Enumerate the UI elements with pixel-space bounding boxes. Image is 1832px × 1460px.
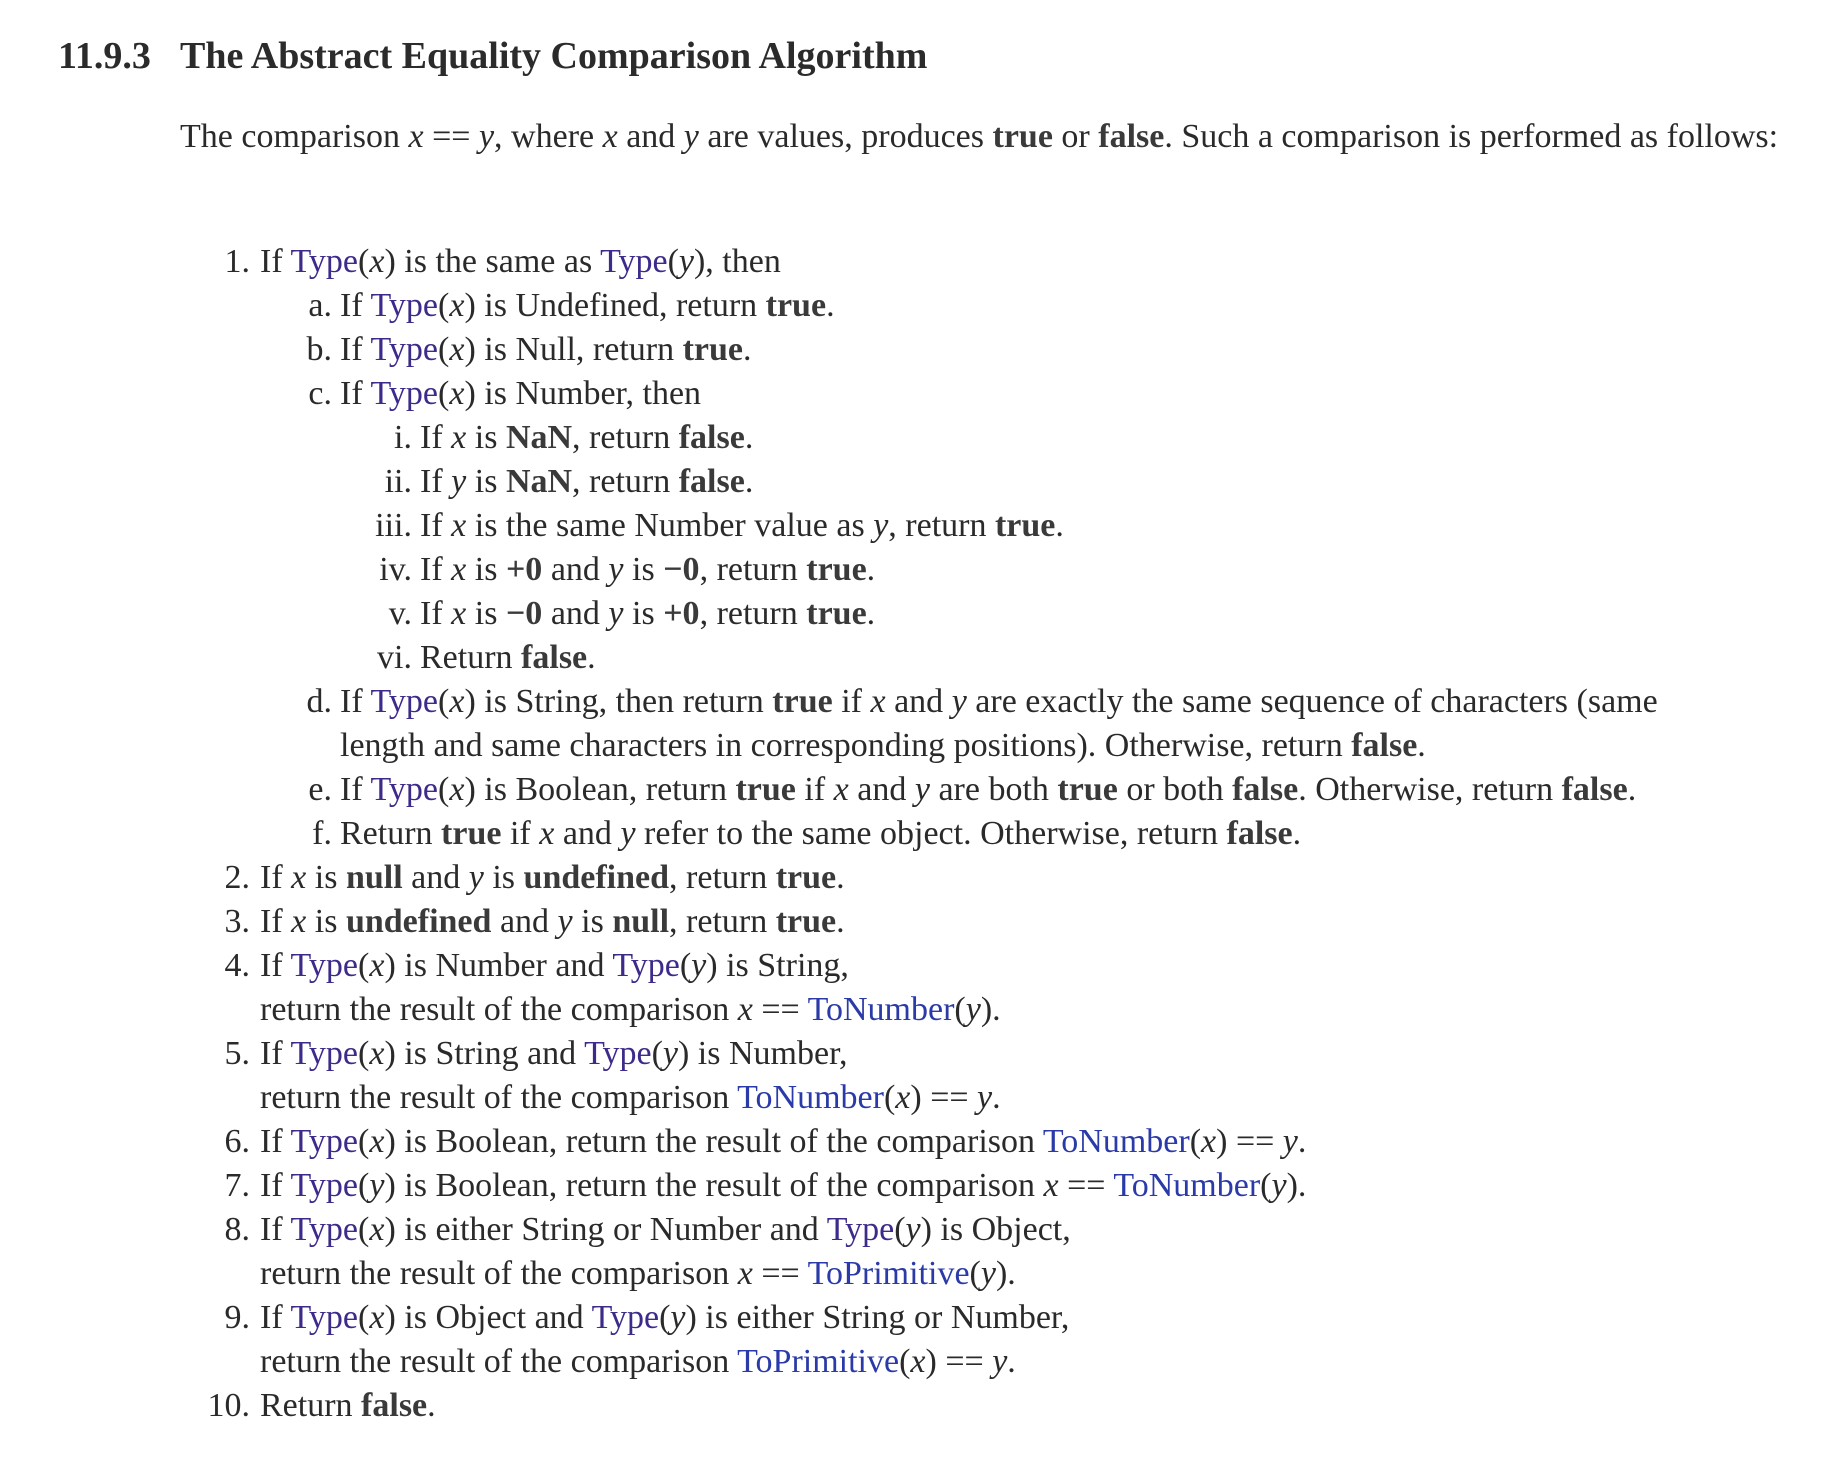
section-number: 11.9.3 — [58, 35, 151, 77]
step-line — [0, 988, 1832, 1032]
step-line — [0, 636, 1832, 680]
step-marker: 6. — [224, 1123, 250, 1160]
step-marker: 4. — [224, 947, 250, 984]
step-marker: f. — [312, 815, 332, 852]
step-marker: iv. — [379, 551, 412, 588]
step-text: length and same characters in corresponding positions). Otherwise, return false. — [340, 727, 1426, 764]
step-marker: b. — [306, 331, 332, 368]
step-text: If Type(x) is String and Type(y) is Number, — [260, 1035, 848, 1072]
step-text: Return false. — [260, 1387, 436, 1424]
step-text: If Type(x) is String, then return true if x and y are exactly the same sequence of characters (same — [340, 683, 1658, 720]
step-marker: e. — [308, 771, 332, 808]
step-text: If Type(x) is Number and Type(y) is String, — [260, 947, 849, 984]
step-text: If y is NaN, return false. — [420, 463, 754, 500]
step-line — [0, 1164, 1832, 1208]
step-line — [0, 240, 1832, 284]
step-marker: 10. — [207, 1387, 250, 1424]
step-marker: a. — [308, 287, 332, 324]
step-marker: 7. — [224, 1167, 250, 1204]
step-marker: vi. — [377, 639, 412, 676]
step-line — [0, 812, 1832, 856]
section-title: The Abstract Equality Comparison Algorithm — [180, 35, 928, 77]
step-text: return the result of the comparison x == ToPrimitive(y). — [260, 1255, 1016, 1292]
step-line — [0, 856, 1832, 900]
step-text: If Type(y) is Boolean, return the result of the comparison x == ToNumber(y). — [260, 1167, 1307, 1204]
step-line — [0, 372, 1832, 416]
step-text: If Type(x) is Object and Type(y) is either String or Number, — [260, 1299, 1070, 1336]
step-text: If Type(x) is the same as Type(y), then — [260, 243, 781, 280]
step-line — [0, 724, 1832, 768]
section-heading — [58, 34, 927, 78]
step-line — [0, 1384, 1832, 1428]
step-marker: 9. — [224, 1299, 250, 1336]
step-line — [0, 284, 1832, 328]
step-line — [0, 1252, 1832, 1296]
step-line — [0, 768, 1832, 812]
step-line — [0, 460, 1832, 504]
step-text: Return true if x and y refer to the same object. Otherwise, return false. — [340, 815, 1302, 852]
step-text: If Type(x) is Null, return true. — [340, 331, 752, 368]
step-marker: d. — [306, 683, 332, 720]
step-line — [0, 416, 1832, 460]
step-line — [0, 680, 1832, 724]
step-marker: 3. — [224, 903, 250, 940]
step-line — [0, 944, 1832, 988]
step-text: If Type(x) is Boolean, return true if x and y are both true or both false. Otherwise, return false. — [340, 771, 1637, 808]
step-marker: v. — [388, 595, 412, 632]
step-line — [0, 1120, 1832, 1164]
step-line — [0, 1208, 1832, 1252]
step-text: If Type(x) is Number, then — [340, 375, 702, 412]
step-line — [0, 328, 1832, 372]
step-text: If x is +0 and y is −0, return true. — [420, 551, 876, 588]
step-line — [0, 1032, 1832, 1076]
intro-paragraph: The comparison x == y, where x and y are values, produces true or false. Such a comparison is performed as follows: — [180, 118, 1779, 155]
step-text: If x is −0 and y is +0, return true. — [420, 595, 876, 632]
step-line — [0, 548, 1832, 592]
step-line — [0, 1340, 1832, 1384]
step-line — [0, 900, 1832, 944]
step-marker: ii. — [384, 463, 412, 500]
step-text: If Type(x) is Undefined, return true. — [340, 287, 835, 324]
step-text: return the result of the comparison x == ToNumber(y). — [260, 991, 1001, 1028]
step-marker: 2. — [224, 859, 250, 896]
step-marker: 5. — [224, 1035, 250, 1072]
step-line — [0, 504, 1832, 548]
step-text: If x is undefined and y is null, return true. — [260, 903, 845, 940]
step-text: If x is NaN, return false. — [420, 419, 754, 456]
step-line — [0, 1296, 1832, 1340]
step-line — [0, 592, 1832, 636]
step-marker: 1. — [224, 243, 250, 280]
step-text: If x is the same Number value as y, return true. — [420, 507, 1064, 544]
step-text: Return false. — [420, 639, 596, 676]
step-text: return the result of the comparison ToPrimitive(x) == y. — [260, 1343, 1016, 1380]
step-marker: 8. — [224, 1211, 250, 1248]
step-marker: iii. — [375, 507, 412, 544]
step-marker: c. — [308, 375, 332, 412]
step-text: If Type(x) is either String or Number and Type(y) is Object, — [260, 1211, 1071, 1248]
step-text: return the result of the comparison ToNumber(x) == y. — [260, 1079, 1001, 1116]
step-marker: i. — [394, 419, 412, 456]
step-text: If x is null and y is undefined, return true. — [260, 859, 845, 896]
step-line — [0, 1076, 1832, 1120]
step-text: If Type(x) is Boolean, return the result of the comparison ToNumber(x) == y. — [260, 1123, 1307, 1160]
